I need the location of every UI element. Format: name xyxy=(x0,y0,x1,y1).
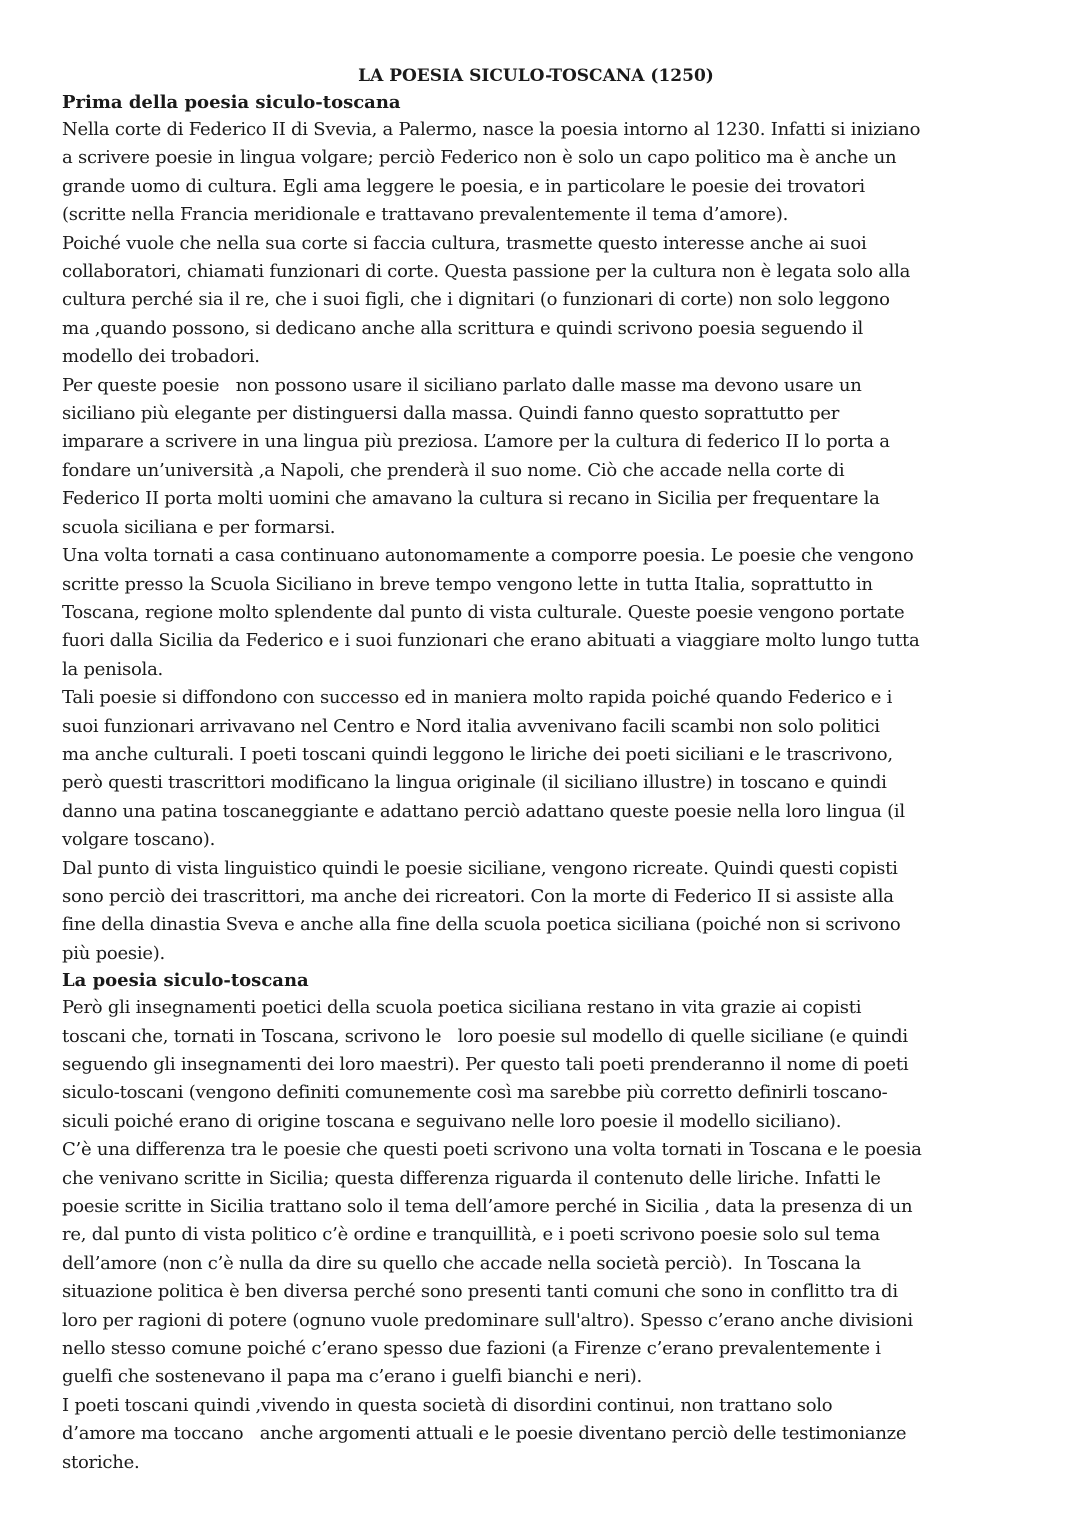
paragraph: Dal punto di vista linguistico quindi le poesie siciliane, vengono ricreate. Quindi questi copisti sono perciò dei trascrittori, ma anche dei ricreatori. Con la morte di Federico II si assiste alla fine della dinastia Sveva e anche alla fine della scuola poetica siciliana (poiché non si scrivono più poesie). xyxy=(62,857,901,964)
paragraph: Poiché vuole che nella sua corte si faccia cultura, trasmette questo interesse anche ai suoi collaboratori, chiamati funzionari di corte. Questa passione per la cultura non è legata solo alla cultura perché sia il re, che i suoi figli, che i dignitari (o funzionari di corte) non solo leggono ma ,quando possono, si dedicano anche alla scrittura e quindi scrivono poesia seguendo il modello dei trobadori. xyxy=(62,232,911,368)
paragraph: Una volta tornati a casa continuano autonomamente a comporre poesia. Le poesie che vengono scritte presso la Scuola Siciliano in breve tempo vengono lette in tutta Italia, soprattutto in Toscana, regione molto splendente dal punto di vista culturale. Queste poesie vengono portate fuori dalla Sicilia da Federico e i suoi funzionari che erano abituati a viaggiare molto lungo tutta la penisola. xyxy=(62,545,920,680)
paragraph: Però gli insegnamenti poetici della scuola poetica siciliana restano in vita grazie ai copisti toscani che, tornati in Toscana, scrivono le loro poesie sul modello di quelle siciliane (e quindi seguendo gli insegnamenti dei loro maestri). Per questo tali poeti prenderanno il nome di poeti siculo-toscani (vengono definiti comunemente così ma sarebbe più corretto definirli toscano- siculi poiché erano di origine toscana e seguivano nelle loro poesie il modello siciliano). xyxy=(62,997,909,1132)
section-before-siculo-tuscan xyxy=(62,90,990,968)
section-siculo-tuscan-poetry xyxy=(62,968,990,1477)
document-title: LA POESIA SICULO-TOSCANA (1250) xyxy=(358,66,714,86)
paragraph: C’è una differenza tra le poesie che questi poeti scrivono una volta tornati in Toscana e le poesia che venivano scritte in Sicilia; questa differenza riguarda il contenuto delle liriche. Infatti le poesie scritte in Sicilia trattano solo il tema dell’amore perché in Sicilia , data la presenza di un re, dal punto di vista politico c’è ordine e tranquillità, e i poeti scrivono poesie solo sul tema dell’amore (non c’è nulla da dire su quello che accade nella società perciò). In Toscana la situazione politica è ben diversa perché sono presenti tanti comuni che sono in conflitto tra di loro per ragioni di potere (ognuno vuole predominare sull'altro). Spesso c’erano anche divisioni nello stesso comune poiché c’erano spesso due fazioni (a Firenze c’erano prevalentemente i guelfi che sostenevano il papa ma c’erano i guelfi bianchi e neri). xyxy=(62,1139,922,1388)
section-heading: Prima della poesia siculo-toscana xyxy=(62,92,401,113)
paragraph: I poeti toscani quindi ,vivendo in questa società di disordini continui, non trattano solo d’amore ma toccano anche argomenti attuali e le poesie diventano perciò delle testimonianze storiche. xyxy=(62,1394,907,1473)
paragraph: Nella corte di Federico II di Svevia, a Palermo, nasce la poesia intorno al 1230. Infatti si iniziano a scrivere poesie in lingua volgare; perciò Federico non è solo un capo politico ma è anche un grande uomo di cultura. Egli ama leggere le poesia, e in particolare le poesie dei trovatori (scritte nella Francia meridionale e trattavano prevalentemente il tema d’amore). xyxy=(62,119,921,226)
paragraph: Per queste poesie non possono usare il siciliano parlato dalle masse ma devono usare un siciliano più elegante per distinguersi dalla massa. Quindi fanno questo soprattutto per imparare a scrivere in una lingua più preziosa. L’amore per la cultura di federico II lo porta a fondare un’università ,a Napoli, che prenderà il suo nome. Ciò che accade nella corte di Federico II porta molti uomini che amavano la cultura si recano in Sicilia per frequentare la scuola siciliana e per formarsi. xyxy=(62,374,890,538)
paragraph: Tali poesie si diffondono con successo ed in maniera molto rapida poiché quando Federico e i suoi funzionari arrivavano nel Centro e Nord italia avvenivano facili scambi non solo politici ma anche culturali. I poeti toscani quindi leggono le liriche dei poeti siciliani e le trascrivono, però questi trascrittori modificano la lingua originale (il siciliano illustre) in toscano e quindi danno una patina toscaneggiante e adattano perciò adattano queste poesie nella loro lingua (il volgare toscano). xyxy=(62,687,905,851)
section-heading: La poesia siculo-toscana xyxy=(62,970,309,992)
